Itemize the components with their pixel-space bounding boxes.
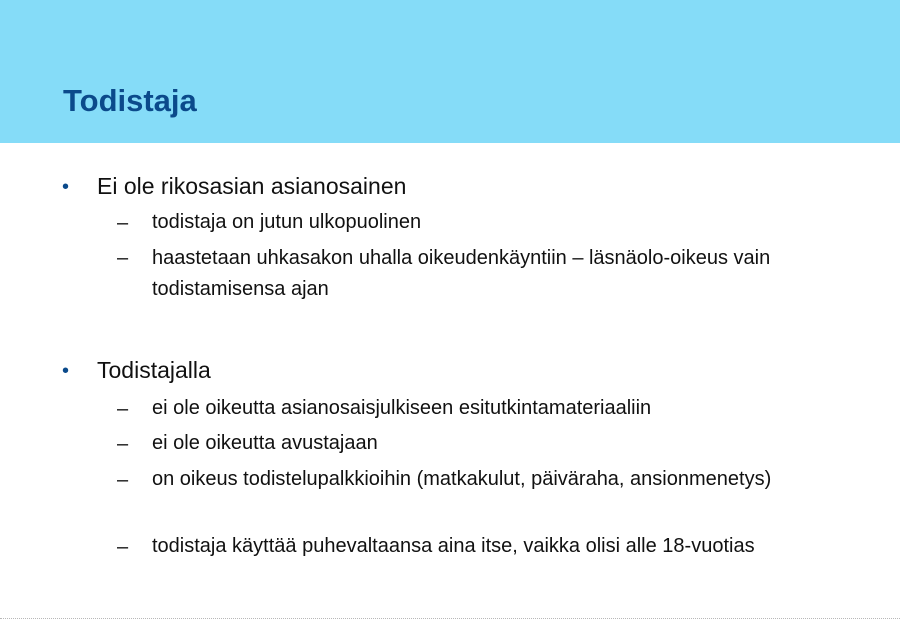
sub-item: todistaja käyttää puhevaltaansa aina itse, vaikka olisi alle 18-vuotias xyxy=(152,535,755,557)
slide-title: Todistaja xyxy=(63,83,197,118)
dash-icon: – xyxy=(117,469,129,491)
dash-icon: – xyxy=(117,536,129,558)
sub-item: on oikeus todistelupalkkioihin (matkakulut, päiväraha, ansionmenetys) xyxy=(152,468,772,490)
bullet-heading: Todistajalla xyxy=(97,357,211,383)
sub-item: todistaja on jutun ulkopuolinen xyxy=(152,211,422,233)
bullet-dot-icon: • xyxy=(62,360,70,382)
dash-icon: – xyxy=(117,398,129,420)
dash-icon: – xyxy=(117,433,129,455)
bullet-heading: Ei ole rikosasian asianosainen xyxy=(97,173,407,199)
bullet-dot-icon: • xyxy=(62,176,70,198)
sub-item: haastetaan uhkasakon uhalla oikeudenkäyntiin – läsnäolo-oikeus vain todistamisensa ajan xyxy=(152,247,771,300)
dash-icon: – xyxy=(117,212,129,234)
sub-item: ei ole oikeutta asianosaisjulkiseen esitutkintamateriaaliin xyxy=(152,397,652,419)
sub-item: ei ole oikeutta avustajaan xyxy=(152,432,378,454)
footer-divider xyxy=(0,618,900,619)
dash-icon: – xyxy=(117,247,129,269)
